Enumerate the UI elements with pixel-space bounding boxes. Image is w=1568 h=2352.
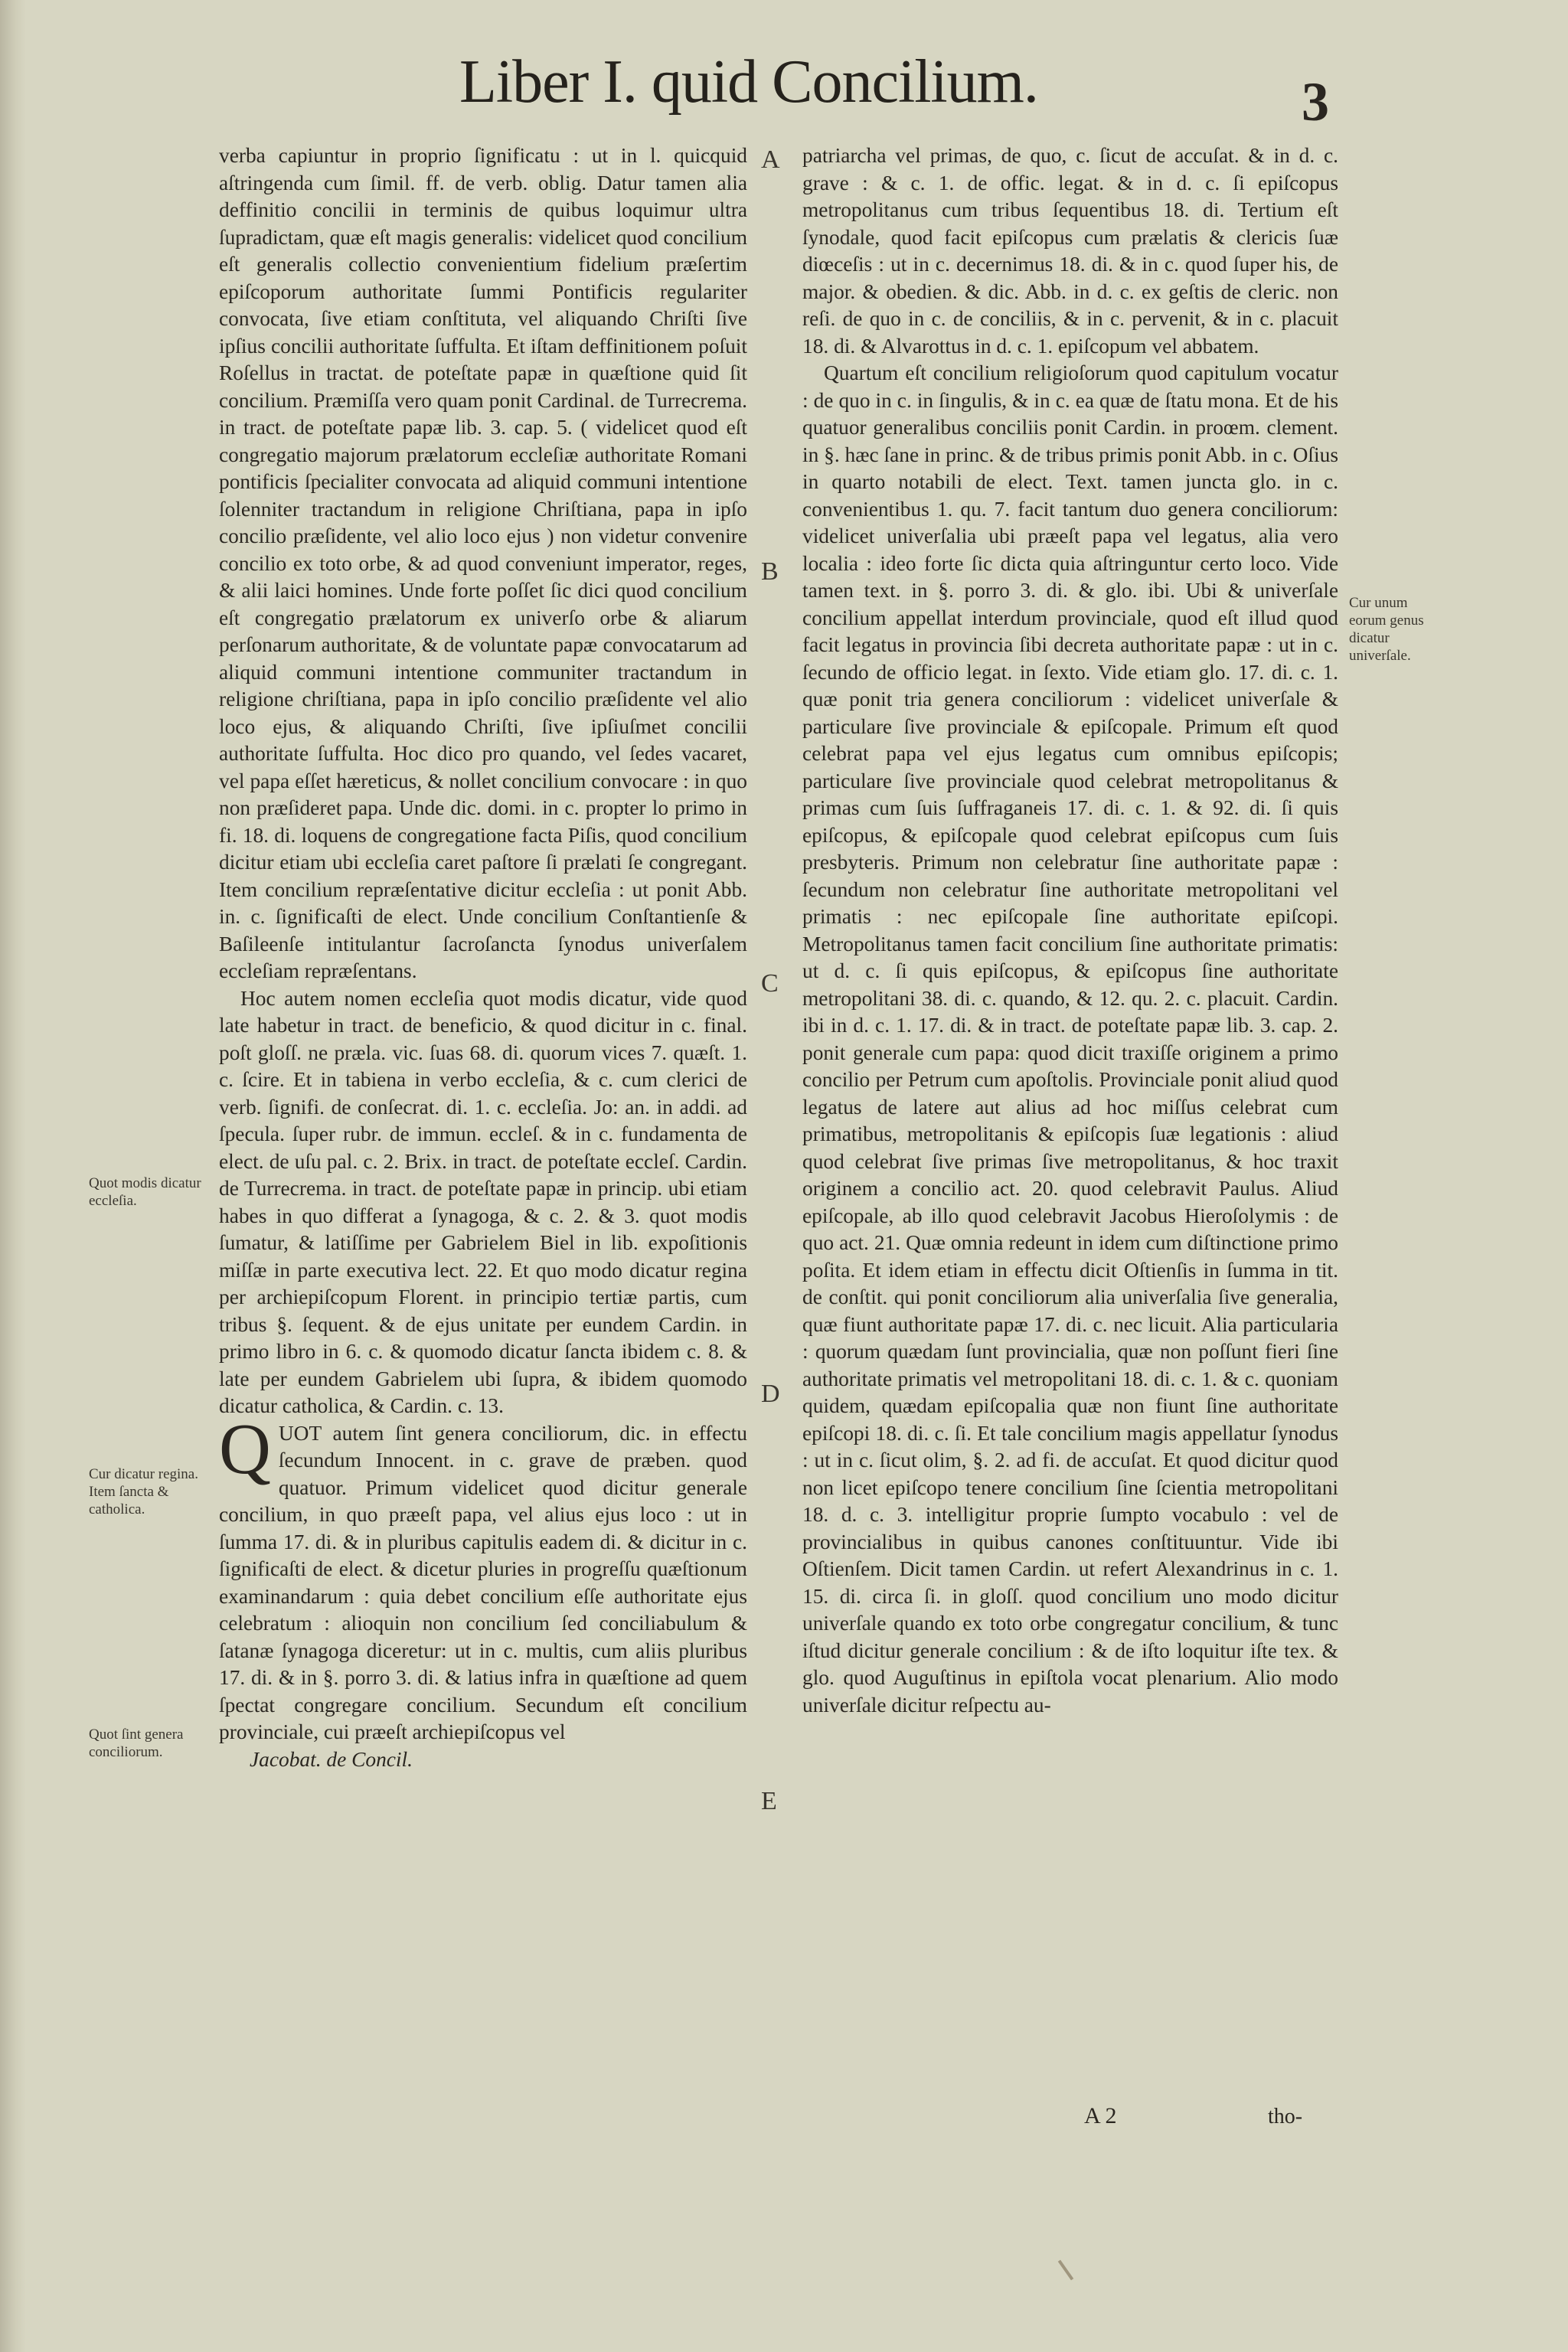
drop-cap: Q (219, 1409, 271, 1489)
margin-note-universale: Cur unum eorum genus dicatur univerſale. (1349, 595, 1424, 664)
signature-mark: A 2 (1084, 2103, 1117, 2128)
left-column (219, 142, 747, 1773)
left-paragraph-1: verba capiuntur in proprio ſignificatu : ut in l. quicquid aſtringenda cum ſimil. ff. de verb. oblig. Datur tamen alia deffinitio concilii in terminis de quibus loquimur ultra ſupradictam, quæ eſt magis generalis: videlicet quod concilium eſt generalis collectio convenientium fidelium præſertim epiſcoporum authoritate ſummi Pontificis regulariter convocata, ſive etiam conſtituta, vel aliquando Chriſti ſive ipſius concilii authoritate ſuffulta. Et iſtam deffinitionem poſuit Roſellus in tractat. de poteſtate papæ in quæſtione quid ſit concilium. Præmiſſa vero quam ponit Cardinal. de Turrecrema. in tract. de poteſtate papæ lib. 3. cap. 5. ( videlicet quod eſt congregatio majorum prælatorum eccleſiæ authoritate Romani pontificis ſpecialiter convocata ad aliquid communi intentione ſolenniter tractandum in religione Chriſtiana, papa in ipſo concilio præſidente, vel alio loco ejus ) non videtur convenire concilio ex toto orbe, & ad quod conveniunt imperator, reges, & alii laici homines. Unde forte poſſet ſic dici quod concilium eſt congregatio prælatorum ex univerſo orbe & aliarum perſonarum authoritate, & de voluntate papæ convocatarum ad aliquid communi intentione communiter tractandum in religione chriſtiana, papa in ipſo concilio præſidente vel alio loco ejus, & aliquando Chriſti, ſive ipſiuſmet concilii authoritate ſuffulta. Hoc dico pro quando, vel ſedes vacaret, vel papa eſſet hæreticus, & nollet concilium convocare : in quo non præſideret papa. Unde dic. domi. in c. propter lo primo in fi. 18. di. loquens de congregatione facta Piſis, quod concilium dicitur etiam ubi eccleſia caret paſtore ſi prælati ſe congregant. Item concilium repræſentative dicitur eccleſia : ut ponit Abb. in. c. ſignificaſti de elect. Unde concilium Conſtantienſe & Baſileenſe intitulantur ſacroſancta ſynodus univerſalem eccleſiam repræſentans. (219, 144, 747, 982)
section-letter-a: A (761, 145, 780, 174)
left-catchword: Jacobat. de Concil. (250, 1747, 413, 1771)
page-header (0, 0, 1568, 153)
section-letter-c: C (761, 969, 779, 998)
left-paragraph-2: Hoc autem nomen eccleſia quot modis dicatur, vide quod late habetur in tract. de beneficio, & quod dicitur in c. final. poſt gloſſ. ne præla. vic. ſuas 68. di. quorum vices 7. quæſt. 1. c. ſcire. Et in tabiena in verbo eccleſia, & c. cum clerici de verb. ſignifi. de conſecrat. di. 1. c. eccleſia. Jo: an. in addi. ad ſpecula. ſuper rubr. de immun. eccleſ. & in c. fundamenta de elect. de uſu pal. c. 2. Brix. in tract. de poteſtate eccleſ. Cardin. de Turrecrema. in tract. de poteſtate papæ in princip. ubi etiam habes in quo differat a ſynagoga, & c. 2. & 3. quot modis ſumatur, & latiſſime per Gabrielem Biel in lib. expoſitionis miſſæ in parte executiva lect. 22. Et quo modo dicatur regina per archiepiſcopum Florent. in principio tertiæ partis, cum tribus §. ſequent. & de ejus unitate per eundem Cardin. in primo libro in 6. c. & quomodo dicatur ſancta ibidem c. 8. & late per eundem Gabrielem ubi ſupra, & ibidem quomodo dicatur catholica, & Cardin. c. 13. (219, 986, 747, 1417)
paper-mark (1058, 2260, 1073, 2281)
margin-note-regina: Cur dicatur regina. Item ſancta & catholica. (89, 1466, 198, 1517)
page-number: 3 (1302, 71, 1329, 132)
right-paragraph-2: Quartum eſt concilium religioſorum quod capitulum vocatur : de quo in c. in ſingulis, & in c. ea quæ de ſtatu mona. Et de his quatuor generalibus conciliis ponit Cardin. in proœm. clement. in §. hæc ſane in princ. & de tribus primis ponit Abb. in c. Oſius in quarto notabili de elect. Text. tamen juncta glo. in c. convenientibus 1. qu. 7. facit tantum duo genera conciliorum: videlicet univerſalia ubi præeſt papa vel legatus, alia vero localia : ideo forte ſic dicta quia aſtringuntur certo loco. Vide tamen text. in §. porro 3. di. & glo. ibi. Ubi & univerſale concilium appellat interdum provinciale, quod eſt illud quod facit legatus in provincia ſibi decreta authoritate papæ : ut in c. ſecundo de officio legat. in ſexto. Vide etiam glo. 17. di. c. 1. quæ ponit tria genera conciliorum : videlicet univerſale & particulare ſive provinciale & epiſcopale. Primum eſt quod celebrat papa vel ejus legatus cum omnibus epiſcopis; particulare ſive provinciale quod celebrat metropolitanus & primas cum ſuis ſuffraganeis 17. di. c. 1. & 92. di. ſi quis epiſcopus, & epiſcopale quod celebrat epiſcopus cum ſuis presbyteris. Primum non celebratur ſine authoritate papæ : ſecundum non celebratur ſine authoritate metropolitani vel primatis : nec epiſcopale ſine authoritate epiſcopi. Metropolitanus tamen facit concilium ſine authoritate primatis: ut d. c. ſi quis epiſcopus, & epiſcopus ſine authoritate metropolitani 38. di. c. quando, & 12. qu. 2. c. placuit. Cardin. ibi in d. c. 1. 17. di. & in tract. de poteſtate papæ lib. 3. cap. 2. ponit generale cum papa: quod dicit traxiſſe originem a primo concilio per Petrum cum apoſtolis. Provinciale ponit aliud quod legatus de latere aut alius ad hoc miſſus celebrat cum primatibus, metropolitanis & epiſcopis ſuæ legationis : aliud quod celebrat ſive primas ſive metropolitanus, & hoc traxit originem a concilio act. 20. quod celebravit Paulus. Aliud epiſcopale, ab illo quod celebravit Jacobus Hieroſolymis : de quo act. 21. Quæ omnia redeunt in idem cum diſtinctione primo poſita. Et idem etiam in effectu dicit Oſtienſis in ſumma in tit. de conſtit. qui ponit conciliorum alia univerſalia ſive generalia, quæ fiunt authoritate papæ 17. di. c. nec licuit. Alia particularia : quorum quædam ſunt provincialia, quæ non poſſunt fieri ſine authoritate primatis vel metropolitani 18. di. c. 1. & c. quoniam quidem, quædam epiſcopalia quæ non fiunt ſine authoritate epiſcopi 18. di. c. ſi. Et tale concilium magis appellatur ſynodus : ut in c. ſicut olim, §. 2. ad fi. de accuſat. Et quod dicitur quod non licet epiſcopo tenere concilium ſine ſcientia metropolitani 18. d. c. 3. intelligitur proprie ſumpto vocabulo : vel de provincialibus in quibus canones conſtituuntur. Vide ibi Oſtienſem. Dicit tamen Cardin. ut refert Alexandrinus in c. 1. 15. di. circa ſi. in gloſſ. quod concilium uno modo dicitur univerſale quando ex toto orbe congregatur concilium, & tunc iſtud dicitur generale concilium : & de iſto loquitur iſte tex. & glo. quod Auguſtinus in epiſtola vocat plenarium. Alio modo univerſale dicitur reſpectu au- (802, 361, 1338, 1717)
left-paragraph-3-text: UOT autem ſint genera conciliorum, dic. in effectu ſecundum Innocent. in c. grave de præben. quod quatuor. Primum videlicet quod dicitur generale concilium, in quo præeſt papa, vel alius ejus loco : ut in ſumma 17. di. & in pluribus capitulis eadem di. & dicitur in c. ſignificaſti de elect. & dicetur pluries in progreſſu quæſtionum examinandarum : quia debet concilium eſſe authoritate ejus celebratum : alioquin non concilium ſed conciliabulum & ſatanæ ſynagoga diceretur: ut in c. multis, cum aliis pluribus 17. di. & in §. porro 3. di. & latius infra in quæſtione ad quem ſpectat congregare concilium. Secundum eſt concilium provinciale, cui præeſt archiepiſcopus vel (219, 1421, 747, 1743)
margin-note-ecclesia: Quot modis dicatur eccleſia. (89, 1175, 201, 1209)
binding-gutter (0, 0, 26, 2352)
margin-note-genera: Quot ſint genera conciliorum. (89, 1726, 184, 1760)
section-letter-b: B (761, 557, 779, 586)
section-letter-e: E (761, 1787, 777, 1815)
left-paragraph-3 (219, 1409, 747, 1746)
right-paragraph-1: patriarcha vel primas, de quo, c. ſicut de accuſat. & in d. c. grave : & c. 1. de offic. legat. & in d. c. ſi epiſcopus metropolitanus cum tribus ſequentibus 18. di. Tertium eſt ſynodale, quod facit epiſcopus cum prælatis & clericis ſuæ diœceſis : ut in c. decernimus 18. di. & in c. quod ſuper his, de major. & obedien. & dic. Abb. in d. c. ex geſtis de cleric. non reſi. de quo in c. de conciliis, & in c. pervenit, & in c. placuit 18. di. & Alvarottus in d. c. 1. epiſcopum vel abbatem. (802, 144, 1338, 358)
right-column (802, 142, 1338, 1719)
section-letter-d: D (761, 1380, 780, 1408)
running-title: Liber I. quid Concilium. (459, 48, 1038, 116)
catchword: tho- (1268, 2105, 1303, 2128)
